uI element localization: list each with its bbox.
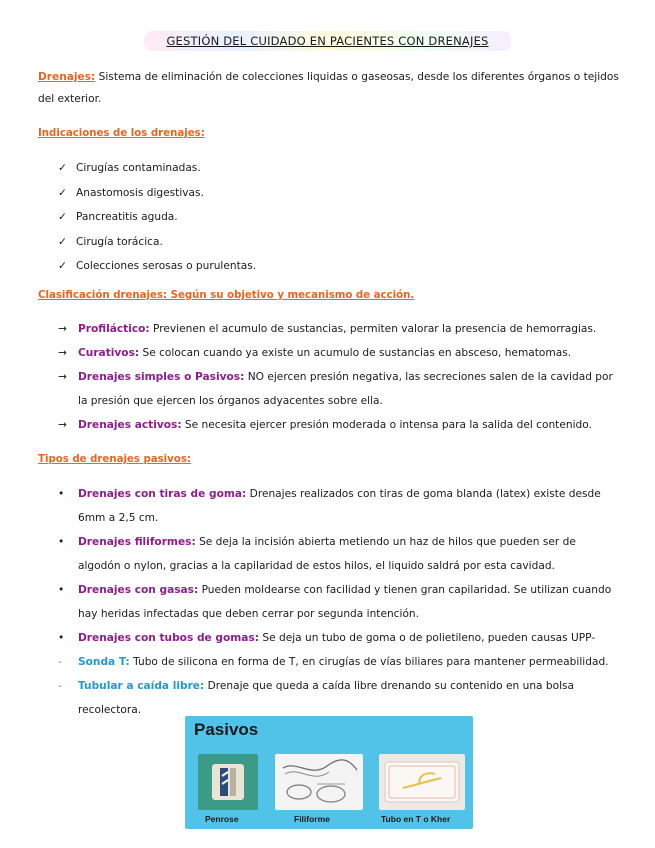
filiform-drain-icon: [275, 754, 363, 810]
classification-text: Se necesita ejercer presión moderada o intensa para la salida del contenido.: [181, 419, 592, 431]
definition-term: Drenajes:: [38, 71, 96, 83]
definition-text: Sistema de eliminación de colecciones liquidas o gaseosas, desde los diferentes órganos o tejidos del exterior.: [38, 71, 619, 105]
passive-types-heading: Tipos de drenajes pasivos:: [38, 454, 191, 465]
penrose-image: [198, 754, 258, 810]
passive-drains-figure: [185, 716, 473, 829]
type-term: Drenajes filiformes:: [78, 536, 196, 548]
classification-term: Drenajes activos:: [78, 419, 182, 431]
type-term: Drenajes con tubos de gomas:: [78, 632, 259, 644]
arrow-right-icon: →: [58, 419, 67, 431]
check-icon: ✓: [58, 211, 67, 223]
filiform-image: [275, 754, 363, 810]
list-item: [58, 230, 256, 255]
list-item: [58, 317, 618, 341]
classification-text: Previenen el acumulo de sustancias, permiten valorar la presencia de hemorragias.: [149, 323, 597, 335]
type-text: Se deja la incisión abierta metiendo un haz de hilos que pueden ser de algodón o nylon, gracias a la capilaridad de estos hilos, el liquido saldrá por esta cavidad.: [78, 536, 576, 572]
list-item: [58, 674, 620, 722]
arrow-right-icon: →: [58, 323, 67, 335]
passive-types-list: [58, 482, 620, 722]
type-text: Drenajes realizados con tiras de goma blanda (latex) existe desde 6mm a 2,5 cm.: [78, 488, 601, 524]
t-tube-image: [379, 754, 465, 810]
arrow-right-icon: →: [58, 371, 67, 383]
list-item: [58, 413, 618, 437]
bullet-icon: •: [58, 488, 65, 500]
list-item: [58, 482, 620, 530]
indications-list: [58, 156, 256, 279]
sub-type-term: Sonda T:: [78, 656, 130, 668]
definition-paragraph: [38, 66, 620, 110]
classification-term: Drenajes simples o Pasivos:: [78, 371, 245, 383]
dash-icon: -: [58, 656, 62, 668]
check-icon: ✓: [58, 260, 67, 272]
bullet-icon: •: [58, 632, 65, 644]
list-item: [58, 530, 620, 578]
sub-type-term: Tubular a caída libre:: [78, 680, 205, 692]
t-tube-drain-icon: [379, 754, 465, 810]
classification-heading: Clasificación drenajes: Según su objetivo y mecanismo de acción.: [38, 290, 415, 301]
list-item-text: Colecciones serosas o purulentas.: [76, 260, 257, 272]
classification-list: [58, 317, 618, 437]
classification-text: NO ejercen presión negativa, las secreciones salen de la cavidad por la presión que ejercen los órganos adyacentes sobre ella.: [78, 371, 613, 407]
figure-title: Pasivos: [194, 720, 259, 739]
penrose-drain-icon: [198, 754, 258, 810]
list-item: [58, 341, 618, 365]
caption-t-tube: Tubo en T o Kher: [381, 814, 451, 824]
classification-term: Profiláctico:: [78, 323, 150, 335]
title-wrap: [0, 30, 655, 51]
list-item: [58, 578, 620, 626]
type-term: Drenajes con tiras de goma:: [78, 488, 247, 500]
classification-term: Curativos:: [78, 347, 140, 359]
arrow-right-icon: →: [58, 347, 67, 359]
classification-text: Se colocan cuando ya existe un acumulo de sustancias en absceso, hematomas.: [139, 347, 572, 359]
list-item: [58, 254, 256, 279]
list-item-text: Anastomosis digestivas.: [76, 186, 204, 199]
list-item: [58, 365, 618, 413]
type-term: Drenajes con gasas:: [78, 584, 199, 596]
list-item-text: Pancreatitis aguda.: [76, 211, 178, 223]
check-icon: ✓: [58, 186, 67, 199]
type-text: Se deja un tubo de goma o de polietileno, pueden causas UPP-: [259, 632, 596, 644]
list-item: [58, 205, 256, 230]
list-item: [58, 650, 620, 674]
sub-type-text: Tubo de silicona en forma de T, en cirugías de vías biliares para mantener permeabilidad.: [129, 656, 609, 668]
list-item: [58, 156, 256, 181]
bullet-icon: •: [58, 536, 65, 548]
indications-heading: Indicaciones de los drenajes:: [38, 128, 205, 139]
list-item: [58, 626, 620, 650]
check-icon: ✓: [58, 235, 67, 248]
list-item: [58, 181, 256, 206]
bullet-icon: •: [58, 584, 65, 596]
caption-penrose: Penrose: [205, 814, 239, 824]
dash-icon: -: [58, 680, 62, 692]
list-item-text: Cirugía torácica.: [76, 235, 163, 248]
page-title: GESTIÓN DEL CUIDADO EN PACIENTES CON DRENAJES: [144, 31, 510, 51]
check-icon: ✓: [58, 162, 67, 174]
sub-type-text: Drenaje que queda a caída libre drenando su contenido en una bolsa recolectora.: [78, 680, 575, 716]
type-text: Pueden moldearse con facilidad y tienen gran capilaridad. Se utilizan cuando hay heridas infectadas que deben cerrar por segunda intención.: [78, 584, 612, 620]
caption-filiforme: Filiforme: [294, 814, 330, 824]
list-item-text: Cirugías contaminadas.: [76, 162, 201, 174]
